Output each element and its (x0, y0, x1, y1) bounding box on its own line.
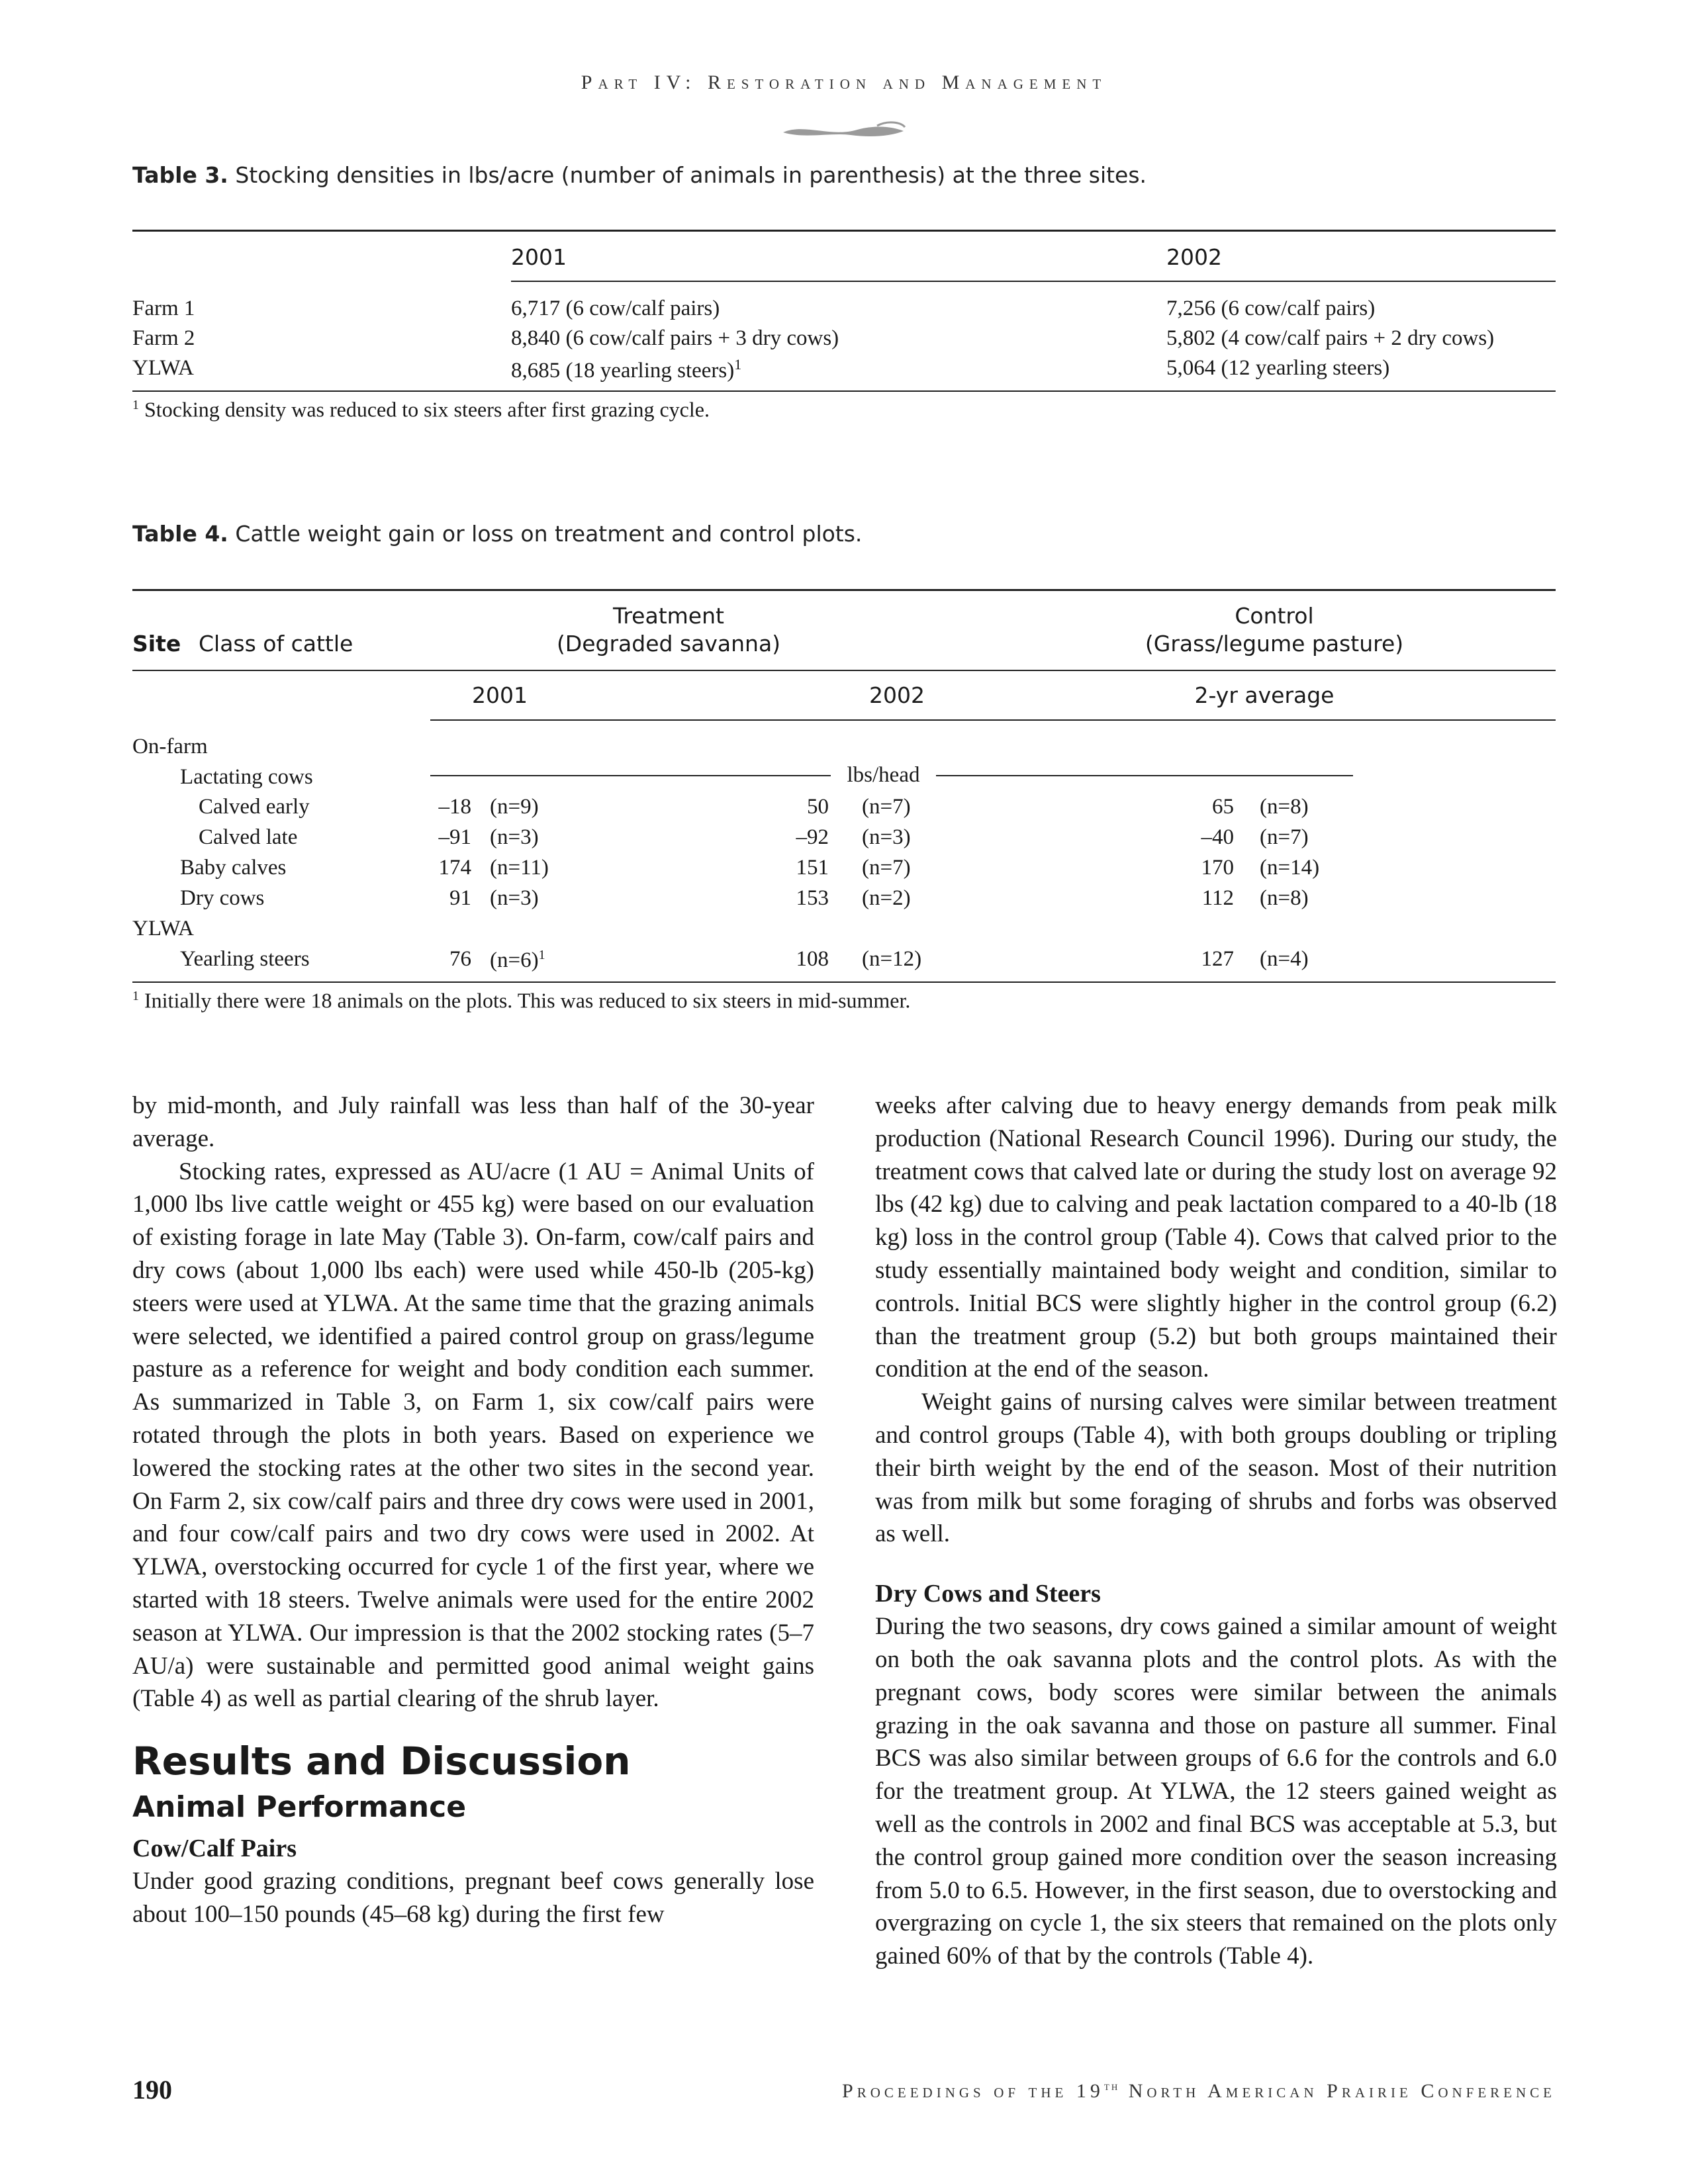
table4-val-2001: 76 (449, 947, 471, 971)
table4-val-2001: –91 (438, 825, 471, 849)
table3-row-2001: 8,840 (6 cow/calf pairs + 3 dry cows) (511, 326, 839, 350)
table4-val-2001: 91 (449, 886, 471, 910)
paragraph: weeks after calving due to heavy energy demands from peak milk production (National Research Council 1996). During our study, the treatment cows that calved late or during the study lost on average 92 lbs (42 kg) due to calving and peak lactation compared to a 40-lb (18 kg) loss in the control group (Table 4). Cows that calved prior to the study essentially maintained body weight and condition, similar to controls. Initial BCS were slightly higher in the control group (6.2) than the treatment group (5.2) but both groups maintained their condition at the end of the season. (875, 1092, 1557, 1383)
table4-val-avg: 127 (1201, 947, 1234, 971)
table3-caption-text: Stocking densities in lbs/acre (number of animals in parenthesis) at the three sites. (235, 162, 1147, 188)
table3-caption (132, 162, 1147, 188)
table4-unit: lbs/head (847, 763, 920, 787)
table3-col-2001: 2001 (511, 244, 567, 270)
table4-row-label: Dry cows (180, 886, 265, 910)
table4-val-avg: –40 (1201, 825, 1234, 849)
table4-footnote: $^1$ Initially there were 18 animals on the plots. This was reduced to six steers in mid-summer. (132, 988, 911, 1013)
table4-val-2002: 50 (807, 795, 829, 819)
table3-row-2001: 6,717 (6 cow/calf pairs) (511, 296, 720, 320)
table4-val-2001: 174 (438, 856, 471, 880)
table4-subheader-rule (430, 719, 1556, 721)
table4-n-avg: (n=4) (1260, 947, 1309, 971)
subsubsection-heading: Cow/Calf Pairs (132, 1835, 297, 1863)
table4-col-2002: 2002 (869, 682, 925, 708)
table4-n-2001: (n=6)$^1$ (490, 948, 545, 972)
ornament-flourish-icon (778, 118, 910, 144)
unit-line-left (430, 775, 831, 776)
table4-control-sub: (Grass/legume pasture) (1145, 631, 1404, 657)
unit-line-right (936, 775, 1353, 776)
table4-val-2002: –92 (796, 825, 829, 849)
table3-row-site: Farm 1 (132, 296, 195, 320)
table4-treatment-sub: (Degraded savanna) (556, 631, 781, 657)
table3-header-rule (511, 281, 1556, 282)
paragraph: During the two seasons, dry cows gained a similar amount of weight on both the oak savanna plots and the control plots. As with the pregnant cows, body scores were similar between the animals grazing in the oak savanna and those on pasture all summer. Final BCS was also similar between groups of 6.6 for the controls and 6.0 for the treatment group. At YLWA, the 12 steers gained weight as well as the controls in 2002 and final BCS was acceptable at 5.3, but the control group gained more condition over the season increasing from 5.0 to 6.5. However, in the first season, due to overstocking and overgrazing on cycle 1, the six steers that remained on the plots only gained 60% of that by the controls (Table 4). (875, 1613, 1557, 1970)
table4-n-2001: (n=3) (490, 825, 539, 849)
table3-label: Table 3. (132, 162, 228, 188)
table3-row-2002: 5,064 (12 yearling steers) (1166, 356, 1390, 380)
table4-caption-text: Cattle weight gain or loss on treatment and control plots. (235, 521, 863, 547)
subsubsection-heading: Dry Cows and Steers (875, 1580, 1101, 1608)
table3-bottom-rule (132, 390, 1556, 392)
table4-n-2001: (n=9) (490, 795, 539, 819)
paragraph: Under good grazing conditions, pregnant beef cows generally lose about 100–150 pounds (45–68 kg) during the first few (132, 1868, 814, 1928)
body-column-right (875, 1089, 1557, 1973)
table4-n-avg: (n=8) (1260, 795, 1309, 819)
table4-sub-lactating: Lactating cows (180, 765, 313, 789)
table4-val-avg: 112 (1201, 886, 1234, 910)
table4-col-2001: 2001 (472, 682, 528, 708)
table4-row-label: Yearling steers (180, 947, 310, 971)
table3-row-site: YLWA (132, 356, 194, 380)
table4-val-2002: 151 (796, 856, 829, 880)
table4-bottom-rule (132, 981, 1556, 983)
table4-n-2002: (n=2) (862, 886, 911, 910)
table4-n-2002: (n=7) (862, 856, 911, 880)
table4-row-label: Calved late (199, 825, 298, 849)
table3-row-2001: 8,685 (18 yearling steers)$^1$ (511, 356, 742, 383)
table4-col-avg: 2-yr average (1194, 682, 1335, 708)
table3-top-rule (132, 230, 1556, 232)
table4-row-label: Calved early (199, 795, 310, 819)
spacer (875, 1551, 1557, 1577)
table4-label: Table 4. (132, 521, 228, 547)
table4-group-onfarm: On-farm (132, 735, 208, 758)
paragraph: by mid-month, and July rainfall was less than half of the 30-year average. (132, 1092, 814, 1152)
table4-n-avg: (n=14) (1260, 856, 1320, 880)
table3-row-site: Farm 2 (132, 326, 195, 350)
subsection-heading: Animal Performance (132, 1790, 467, 1825)
table3-row-2002: 5,802 (4 cow/calf pairs + 2 dry cows) (1166, 326, 1495, 350)
footnote-marker: 1 (734, 356, 742, 373)
table3-footnote: $^1$ Stocking density was reduced to six steers after first grazing cycle. (132, 397, 710, 422)
table4-n-2002: (n=3) (862, 825, 911, 849)
page-number: 190 (132, 2075, 172, 2105)
running-head: Part IV: Restoration and Management (581, 71, 1107, 93)
table4-val-avg: 65 (1212, 795, 1234, 819)
running-foot: Proceedings of the 19th North American Prairie Conference (842, 2079, 1556, 2102)
table4-val-2002: 108 (796, 947, 829, 971)
table4-val-2002: 153 (796, 886, 829, 910)
table4-caption (132, 521, 862, 547)
table4-treatment-head: Treatment (613, 603, 724, 629)
table4-top-rule (132, 589, 1556, 591)
table4-val-avg: 170 (1201, 856, 1234, 880)
table4-val-2001: –18 (438, 795, 471, 819)
table3-row-2002: 7,256 (6 cow/calf pairs) (1166, 296, 1376, 320)
table4-head-class: Class of cattle (199, 631, 353, 657)
table4-n-2002: (n=12) (862, 947, 922, 971)
table4-header-rule (132, 670, 1556, 671)
table4-n-2002: (n=7) (862, 795, 911, 819)
table4-n-2001: (n=11) (490, 856, 549, 880)
table4-row-label: Baby calves (180, 856, 287, 880)
table4-n-2001: (n=3) (490, 886, 539, 910)
table4-group-ylwa: YLWA (132, 917, 194, 940)
table4-head-site: Site (132, 631, 181, 657)
paragraph: Stocking rates, expressed as AU/acre (1 AU = Animal Units of 1,000 lbs live cattle weight or 455 kg) were based on our evaluation of existing forage in late May (Table 3). On-farm, cow/calf pairs and dry cows (about 1,000 lbs each) were used while 450-lb (205-kg) steers were used at YLWA. At the same time that the grazing animals were selected, we identified a paired control group on grass/legume pasture as a reference for weight and body condition each summer. As summarized in Table 3, on Farm 1, six cow/calf pairs were rotated through the plots in both years. Based on experience we lowered the stocking rates at the other two sites in the second year. On Farm 2, six cow/calf pairs and three dry cows were used in 2001, and four cow/calf pairs and two dry cows were used in 2002. At YLWA, overstocking occurred for cycle 1 of the first year, where we started with 18 steers. Twelve animals were used for the entire 2002 season at YLWA. Our impression is that the 2002 stocking rates (5–7 AU/a) were sustainable and permitted good animal weight gains (Table 4) as well as partial clearing of the shrub layer. (132, 1158, 814, 1713)
body-column-left (132, 1089, 814, 1931)
section-heading: Results and Discussion (132, 1739, 631, 1784)
table3-col-2002: 2002 (1166, 244, 1222, 270)
table4-n-avg: (n=8) (1260, 886, 1309, 910)
table4-n-avg: (n=7) (1260, 825, 1309, 849)
table4-control-head: Control (1235, 603, 1314, 629)
footnote-marker: 1 (538, 948, 545, 962)
paragraph: Weight gains of nursing calves were similar between treatment and control groups (Table 4), with both groups doubling or tripling their birth weight by the end of the season. Most of their nutrition was from milk but some foraging of shrubs and forbs was observed as well. (875, 1388, 1557, 1548)
